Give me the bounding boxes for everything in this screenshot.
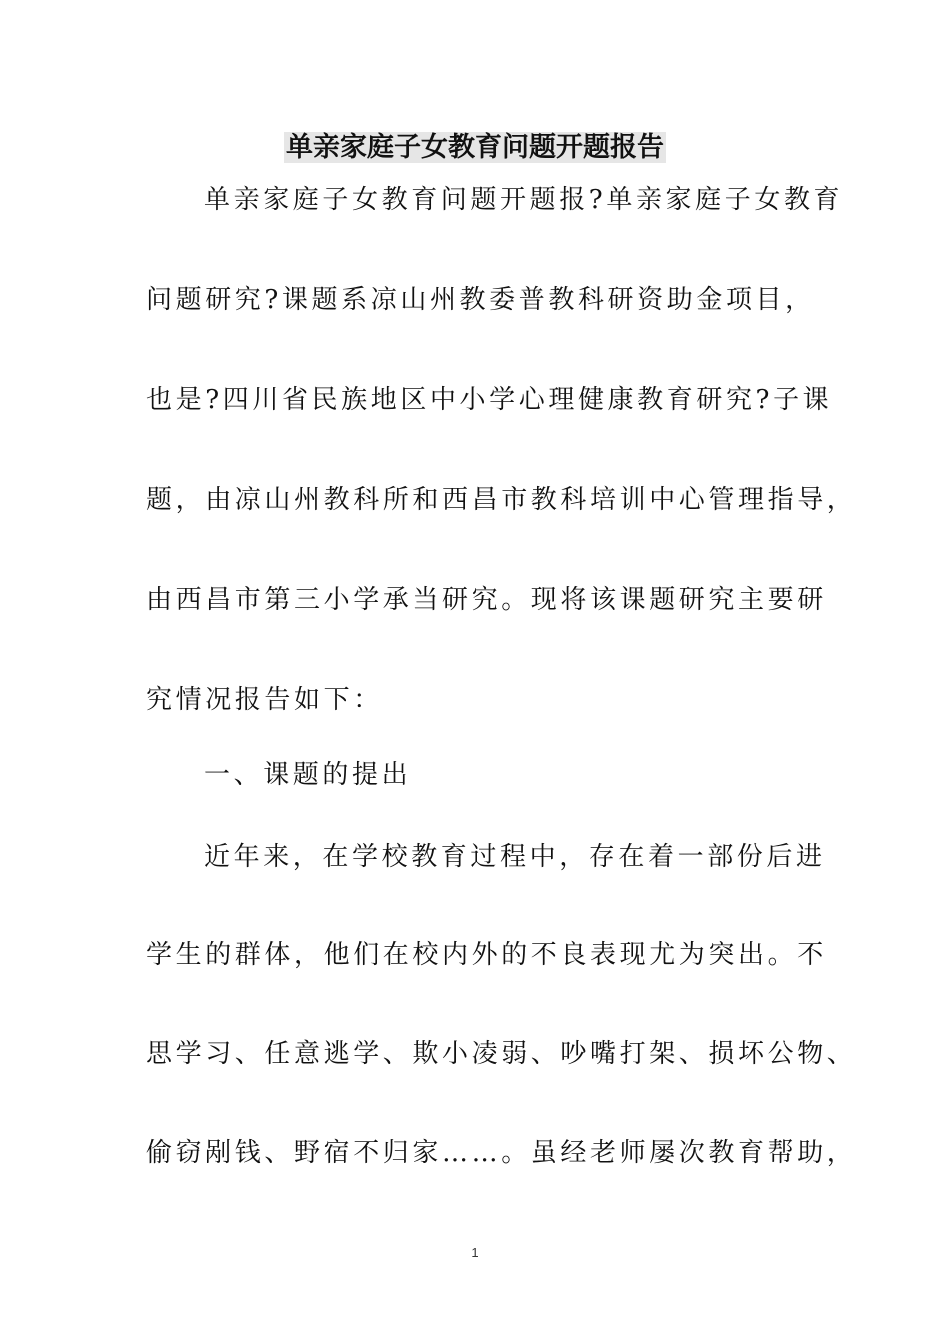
paragraph-line: 单亲家庭子女教育问题开题报?单亲家庭子女教育 bbox=[204, 185, 844, 215]
paragraph-line: 近年来，在学校教育过程中，存在着一部份后进 bbox=[204, 842, 826, 872]
paragraph-line: 问题研究?课题系凉山州教委普教科研资助金项目， bbox=[146, 285, 815, 315]
section-heading: 一、课题的提出 bbox=[204, 760, 412, 790]
paragraph-line: 偷窃剐钱、野宿不归家……。虽经老师屡次教育帮助， bbox=[146, 1138, 857, 1168]
paragraph-line: 思学习、任意逃学、欺小凌弱、吵嘴打架、损坏公物、 bbox=[146, 1039, 857, 1069]
paragraph-line: 究情况报告如下： bbox=[146, 685, 383, 715]
page-number: 1 bbox=[471, 1245, 479, 1260]
paragraph-line: 也是?四川省民族地区中小学心理健康教育研究?子课 bbox=[146, 385, 833, 415]
document-title bbox=[0, 128, 950, 168]
document-title-text: 单亲家庭子女教育问题开题报告 bbox=[286, 132, 664, 163]
paragraph-line: 学生的群体，他们在校内外的不良表现尤为突出。不 bbox=[146, 940, 827, 970]
paragraph-line: 题，由凉山州教科所和西昌市教科培训中心管理指导， bbox=[146, 485, 857, 515]
paragraph-line: 由西昌市第三小学承当研究。现将该课题研究主要研 bbox=[146, 585, 827, 615]
